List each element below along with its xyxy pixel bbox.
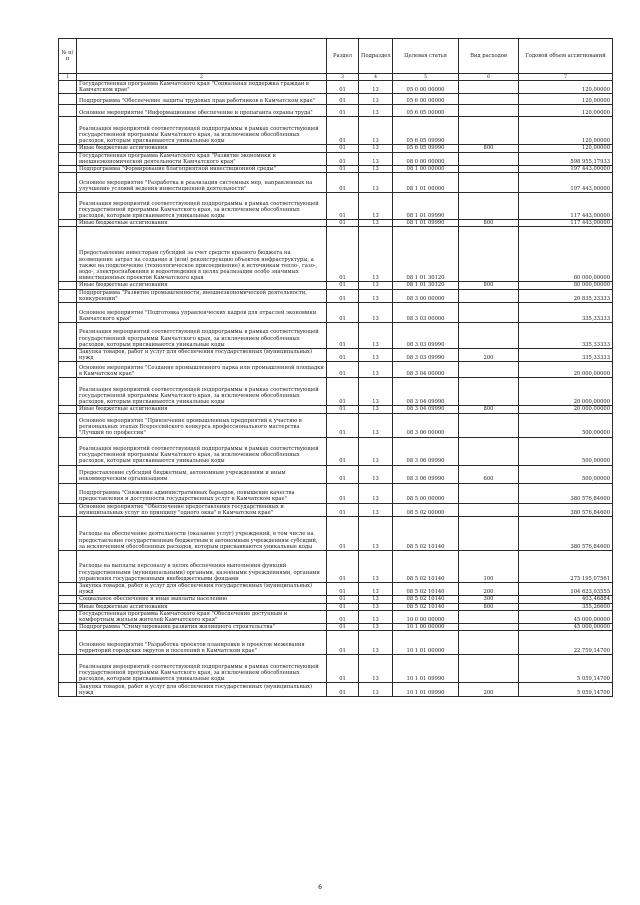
row-podrazdel-cell: 13	[359, 596, 393, 603]
row-razdel-cell: 01	[327, 583, 359, 596]
row-sum-cell: 598 955,17933	[519, 152, 613, 165]
table-row	[59, 610, 613, 623]
row-cs-cell: 08 5 02 10140	[393, 603, 459, 610]
row-podrazdel-cell: 13	[359, 517, 393, 551]
row-vr-cell	[459, 631, 519, 655]
row-razdel-cell: 01	[327, 220, 359, 227]
row-vr-cell: 200	[459, 683, 519, 697]
table-row	[59, 227, 613, 282]
row-sum-cell: 197 443,00000	[519, 173, 613, 193]
row-razdel-cell: 01	[327, 81, 359, 94]
row-vr-cell: 800	[459, 220, 519, 227]
row-sum-cell: 500,00000	[519, 437, 613, 465]
row-number-cell	[59, 166, 77, 173]
row-cs-cell: 08 5 02 10140	[393, 596, 459, 603]
row-number-cell	[59, 683, 77, 697]
row-vr-cell	[459, 655, 519, 683]
row-cs-cell: 08 3 04 09990	[393, 378, 459, 406]
row-vr-cell	[459, 413, 519, 437]
row-podrazdel-cell: 13	[359, 683, 393, 697]
row-razdel-cell: 01	[327, 683, 359, 697]
row-number-cell	[59, 220, 77, 227]
row-sum-cell: 120,00000	[519, 94, 613, 105]
table-row	[59, 413, 613, 437]
table-row	[59, 631, 613, 655]
row-vr-cell	[459, 81, 519, 94]
row-sum-cell: 20 835,33333	[519, 289, 613, 302]
row-vr-cell	[459, 378, 519, 406]
row-number-cell	[59, 631, 77, 655]
row-number-cell	[59, 517, 77, 551]
table-row	[59, 166, 613, 173]
row-podrazdel-cell: 13	[359, 145, 393, 152]
row-razdel-cell: 01	[327, 94, 359, 105]
row-sum-cell: 120,00000	[519, 117, 613, 145]
header-name	[77, 39, 327, 74]
row-name-cell: Предоставление инвесторам субсидий за счет средств краевого бюджета на возмещение затрат на создание и (или) реконструкцию объектов инфраструктуры, а также на подключение (технологическое присоединение) к источникам тепло-, газо-, водо-, электроснабжения и водоотведения в целях реализации особо значимых инвестиционных проектов Камчатского края	[77, 227, 327, 282]
row-podrazdel-cell: 13	[359, 624, 393, 631]
table-row	[59, 173, 613, 193]
row-vr-cell	[459, 289, 519, 302]
row-sum-cell: 20 000,00000	[519, 362, 613, 378]
row-razdel-cell: 01	[327, 413, 359, 437]
row-name-cell: Подпрограмма "Формирование благоприятной инвестиционной среды"	[77, 166, 327, 173]
row-razdel-cell: 01	[327, 349, 359, 362]
row-number-cell	[59, 465, 77, 483]
table-row	[59, 483, 613, 503]
row-podrazdel-cell: 13	[359, 465, 393, 483]
row-podrazdel-cell: 13	[359, 289, 393, 302]
table-row	[59, 220, 613, 227]
colnum-4: 4	[359, 74, 393, 81]
header-cs: Целевая статья	[393, 39, 459, 74]
row-sum-cell: 380 576,84600	[519, 517, 613, 551]
table-header-row	[59, 39, 613, 74]
row-vr-cell: 800	[459, 406, 519, 413]
row-cs-cell: 10 0 00 00000	[393, 610, 459, 623]
row-number-cell	[59, 323, 77, 349]
row-vr-cell: 100	[459, 551, 519, 583]
row-sum-cell: 335,33333	[519, 323, 613, 349]
row-cs-cell: 08 0 00 00000	[393, 152, 459, 165]
row-number-cell	[59, 583, 77, 596]
row-cs-cell: 08 3 03 09990	[393, 349, 459, 362]
row-number-cell	[59, 437, 77, 465]
row-cs-cell: 08 3 06 09990	[393, 465, 459, 483]
row-razdel-cell: 01	[327, 406, 359, 413]
table-row	[59, 437, 613, 465]
row-podrazdel-cell: 13	[359, 152, 393, 165]
row-cs-cell: 05 6 05 09990	[393, 145, 459, 152]
row-name-cell: Иные бюджетные ассигнования	[77, 220, 327, 227]
row-name-cell: Государственная программа Камчатского края "Социальная поддержка граждан в Камчатском крае"	[77, 81, 327, 94]
table-row	[59, 349, 613, 362]
row-podrazdel-cell: 13	[359, 551, 393, 583]
table-row	[59, 378, 613, 406]
row-name-cell: Предоставление субсидий бюджетным, автономным учреждениям и иным некоммерческим организациям	[77, 465, 327, 483]
row-podrazdel-cell: 13	[359, 166, 393, 173]
row-sum-cell: 117 443,00000	[519, 193, 613, 220]
row-number-cell	[59, 483, 77, 503]
row-razdel-cell: 01	[327, 655, 359, 683]
row-sum-cell: 45 000,00000	[519, 610, 613, 623]
row-name-cell: Основное мероприятие "Разработка проектов планировки и проектов межевания территорий городских округов и поселений в Камчатском крае"	[77, 631, 327, 655]
row-name-cell: Основное мероприятие "Информационное обеспечение и пропаганта охраны труда"	[77, 105, 327, 117]
row-vr-cell	[459, 227, 519, 282]
row-cs-cell: 10 1 00 00000	[393, 624, 459, 631]
row-cs-cell: 08 1 01 30120	[393, 227, 459, 282]
row-podrazdel-cell: 13	[359, 413, 393, 437]
row-podrazdel-cell: 13	[359, 227, 393, 282]
table-row	[59, 683, 613, 697]
column-numbers-row	[59, 74, 613, 81]
row-razdel-cell: 01	[327, 105, 359, 117]
table-row	[59, 145, 613, 152]
row-sum-cell: 80 000,00000	[519, 227, 613, 282]
row-podrazdel-cell: 13	[359, 81, 393, 94]
row-number-cell	[59, 413, 77, 437]
row-cs-cell: 08 5 02 10140	[393, 551, 459, 583]
row-number-cell	[59, 362, 77, 378]
table-row	[59, 289, 613, 302]
table-row	[59, 193, 613, 220]
row-number-cell	[59, 378, 77, 406]
row-vr-cell: 800	[459, 145, 519, 152]
row-podrazdel-cell: 13	[359, 173, 393, 193]
table-row	[59, 406, 613, 413]
row-number-cell	[59, 193, 77, 220]
row-name-cell: Реализация мероприятий соответствующей подпрограммы в рамках соответствующей государственной программы Камчатского края, за исключением обособленных расходов, которым присваиваются уникальные коды	[77, 193, 327, 220]
table-row	[59, 603, 613, 610]
table-row	[59, 465, 613, 483]
row-cs-cell: 08 3 00 00000	[393, 289, 459, 302]
row-vr-cell: 200	[459, 349, 519, 362]
row-name-cell: Реализация мероприятий соответствующей подпрограммы в рамках соответствующей государственной программы Камчатского края, за исключением обособленных расходов, которым присваиваются уникальные коды	[77, 117, 327, 145]
row-vr-cell	[459, 362, 519, 378]
row-cs-cell: 08 1 00 00000	[393, 166, 459, 173]
colnum-6: 6	[459, 74, 519, 81]
row-number-cell	[59, 551, 77, 583]
row-cs-cell: 08 5 02 10140	[393, 583, 459, 596]
row-razdel-cell: 01	[327, 227, 359, 282]
row-sum-cell: 117 443,00000	[519, 220, 613, 227]
row-number-cell	[59, 94, 77, 105]
row-podrazdel-cell: 13	[359, 105, 393, 117]
row-vr-cell	[459, 193, 519, 220]
row-number-cell	[59, 81, 77, 94]
row-vr-cell	[459, 303, 519, 323]
row-podrazdel-cell: 13	[359, 282, 393, 289]
row-sum-cell: 380 576,84600	[519, 483, 613, 503]
colnum-5: 5	[393, 74, 459, 81]
row-cs-cell: 05 6 05 00000	[393, 105, 459, 117]
row-podrazdel-cell: 13	[359, 94, 393, 105]
row-cs-cell: 08 3 06 09990	[393, 437, 459, 465]
row-sum-cell: 20 000,00000	[519, 406, 613, 413]
row-podrazdel-cell: 13	[359, 503, 393, 516]
row-name-cell: Реализация мероприятий соответствующей подпрограммы в рамках соответствующей государственной программы Камчатского края, за исключением обособленных расходов, которым присваиваются уникальные коды	[77, 378, 327, 406]
colnum-2: 2	[77, 74, 327, 81]
table-row	[59, 323, 613, 349]
row-sum-cell: 20 000,00000	[519, 378, 613, 406]
row-name-cell: Закупка товаров, работ и услуг для обеспечения государственных (муниципальных) нужд	[77, 683, 327, 697]
row-sum-cell: 45 000,00000	[519, 624, 613, 631]
row-sum-cell: 335,33333	[519, 349, 613, 362]
row-vr-cell	[459, 105, 519, 117]
row-sum-cell: 380 576,84600	[519, 503, 613, 516]
colnum-3: 3	[327, 74, 359, 81]
row-podrazdel-cell: 13	[359, 362, 393, 378]
row-name-cell: Подпрограмма "Снижение административных барьеров, повышение качества предоставления и доступности государственных услуг в Камчатском крае"	[77, 483, 327, 503]
colnum-7: 7	[519, 74, 613, 81]
row-cs-cell: 05 6 05 09990	[393, 117, 459, 145]
row-cs-cell: 10 1 01 09990	[393, 683, 459, 697]
row-name-cell: Иные бюджетные ассигнования	[77, 145, 327, 152]
row-razdel-cell: 01	[327, 166, 359, 173]
row-sum-cell: 104 623,03555	[519, 583, 613, 596]
row-cs-cell: 10 1 01 00000	[393, 631, 459, 655]
row-number-cell	[59, 503, 77, 516]
row-razdel-cell: 01	[327, 289, 359, 302]
header-vr: Вид расходов	[459, 39, 519, 74]
row-number-cell	[59, 610, 77, 623]
row-sum-cell: 5 059,14700	[519, 683, 613, 697]
row-razdel-cell: 01	[327, 193, 359, 220]
row-vr-cell: 600	[459, 465, 519, 483]
row-razdel-cell: 01	[327, 624, 359, 631]
row-name-cell: Иные бюджетные ассигнования	[77, 603, 327, 610]
row-cs-cell: 08 1 01 09990	[393, 220, 459, 227]
row-cs-cell: 08 5 00 00000	[393, 483, 459, 503]
row-podrazdel-cell: 13	[359, 378, 393, 406]
row-cs-cell: 08 3 03 09990	[393, 323, 459, 349]
row-name-cell: Закупка товаров, работ и услуг для обеспечения государственных (муниципальных) нужд	[77, 583, 327, 596]
row-podrazdel-cell: 13	[359, 483, 393, 503]
row-cs-cell: 08 5 02 00000	[393, 503, 459, 516]
header-razdel: Раздел	[327, 39, 359, 74]
row-sum-cell: 120,00000	[519, 81, 613, 94]
row-name-cell: Иные бюджетные ассигнования	[77, 282, 327, 289]
page-number: 6	[318, 884, 322, 891]
row-podrazdel-cell: 13	[359, 583, 393, 596]
row-cs-cell: 08 5 02 10140	[393, 517, 459, 551]
row-razdel-cell: 01	[327, 152, 359, 165]
row-sum-cell: 80 000,00000	[519, 282, 613, 289]
table-row	[59, 282, 613, 289]
row-cs-cell: 05 0 00 00000	[393, 81, 459, 94]
header-num: № п/п	[59, 39, 77, 74]
row-cs-cell: 08 1 01 30120	[393, 282, 459, 289]
row-podrazdel-cell: 13	[359, 437, 393, 465]
row-razdel-cell: 01	[327, 362, 359, 378]
row-name-cell: Основное мероприятие "Создание промышленного парка или промышленной площадки в Камчатском крае"	[77, 362, 327, 378]
table-row	[59, 152, 613, 165]
table-row	[59, 503, 613, 516]
row-name-cell: Реализация мероприятий соответствующей подпрограммы в рамках соответствующей государственной программы Камчатского края, за исключением обособленных расходов, которым присваиваются уникальные коды	[77, 437, 327, 465]
row-razdel-cell: 01	[327, 323, 359, 349]
row-sum-cell: 22 759,14700	[519, 631, 613, 655]
budget-table	[58, 38, 613, 697]
row-vr-cell	[459, 610, 519, 623]
row-number-cell	[59, 624, 77, 631]
header-podrazdel: Подраздел	[359, 39, 393, 74]
row-vr-cell	[459, 437, 519, 465]
row-name-cell: Подпрограмма "Стимулирование развития жилищного строительства"	[77, 624, 327, 631]
row-name-cell: Основное мероприятие "Разработка и реализация системных мер, направленных на улучшение условий ведения инвестиционной деятельности"	[77, 173, 327, 193]
row-name-cell: Реализация мероприятий соответствующей подпрограммы в рамках соответствующей государственной программы Камчатского края, за исключением обособленных расходов, которым присваиваются уникальные коды	[77, 655, 327, 683]
row-sum-cell: 120,00000	[519, 105, 613, 117]
row-number-cell	[59, 655, 77, 683]
row-vr-cell: 300	[459, 596, 519, 603]
row-razdel-cell: 01	[327, 282, 359, 289]
row-razdel-cell: 01	[327, 378, 359, 406]
row-sum-cell: 500,00000	[519, 413, 613, 437]
row-cs-cell: 08 3 03 00000	[393, 303, 459, 323]
table-row	[59, 583, 613, 596]
row-razdel-cell: 01	[327, 173, 359, 193]
row-cs-cell: 08 3 04 00000	[393, 362, 459, 378]
row-podrazdel-cell: 13	[359, 323, 393, 349]
row-razdel-cell: 01	[327, 303, 359, 323]
row-number-cell	[59, 145, 77, 152]
row-razdel-cell: 01	[327, 117, 359, 145]
row-number-cell	[59, 603, 77, 610]
row-vr-cell	[459, 517, 519, 551]
table-row	[59, 624, 613, 631]
table-row	[59, 117, 613, 145]
row-vr-cell: 200	[459, 583, 519, 596]
row-name-cell: Подпрограмма "Обеспечение защиты трудовых прав работников в Камчатском крае"	[77, 94, 327, 105]
row-cs-cell: 10 1 01 09990	[393, 655, 459, 683]
row-name-cell: Расходы на выплаты персоналу в целях обеспечения выполнения функций государственными (муниципальными) органами, казенными учреждениями, органами управления государственными внебюджетными фондами	[77, 551, 327, 583]
row-vr-cell	[459, 117, 519, 145]
row-podrazdel-cell: 13	[359, 303, 393, 323]
row-number-cell	[59, 406, 77, 413]
row-razdel-cell: 01	[327, 596, 359, 603]
row-razdel-cell: 01	[327, 437, 359, 465]
row-cs-cell: 05 6 00 00000	[393, 94, 459, 105]
row-razdel-cell: 01	[327, 483, 359, 503]
row-sum-cell: 500,00000	[519, 465, 613, 483]
row-number-cell	[59, 282, 77, 289]
header-sum: Годовой объем ассигнований	[519, 39, 613, 74]
row-name-cell: Государственная программа Камчатского края "Обеспечение доступным и комфортным жильем жителей Камчатского края"	[77, 610, 327, 623]
row-podrazdel-cell: 13	[359, 655, 393, 683]
table-row	[59, 596, 613, 603]
row-number-cell	[59, 596, 77, 603]
row-razdel-cell: 01	[327, 145, 359, 152]
row-razdel-cell: 01	[327, 503, 359, 516]
row-number-cell	[59, 227, 77, 282]
row-number-cell	[59, 117, 77, 145]
row-name-cell: Закупка товаров, работ и услуг для обеспечения государственных (муниципальных) нужд	[77, 349, 327, 362]
table-body	[59, 81, 613, 697]
row-razdel-cell: 01	[327, 631, 359, 655]
table-row	[59, 362, 613, 378]
table-row	[59, 655, 613, 683]
row-razdel-cell: 01	[327, 465, 359, 483]
row-razdel-cell: 01	[327, 551, 359, 583]
row-podrazdel-cell: 13	[359, 117, 393, 145]
row-vr-cell	[459, 173, 519, 193]
colnum-1: 1	[59, 74, 77, 81]
row-cs-cell: 08 3 06 00000	[393, 413, 459, 437]
row-vr-cell: 800	[459, 603, 519, 610]
table-row	[59, 517, 613, 551]
row-vr-cell	[459, 166, 519, 173]
table-row	[59, 303, 613, 323]
row-number-cell	[59, 105, 77, 117]
row-name-cell: Расходы на обеспечение деятельности (оказание услуг) учреждений, в том числе на предоставление государственным бюджетным и автономным учреждениям субсидий, за исключением обособленных расходов, которым присваиваются уникальные коды	[77, 517, 327, 551]
row-number-cell	[59, 303, 77, 323]
row-name-cell: Государственная программа Камчатского края "Развитие экономики и внешнеэкономической деятельности Камчатского края"	[77, 152, 327, 165]
row-number-cell	[59, 349, 77, 362]
row-razdel-cell: 01	[327, 517, 359, 551]
row-razdel-cell: 01	[327, 603, 359, 610]
row-vr-cell	[459, 94, 519, 105]
row-name-cell: Основное мероприятие "Подготовка управленческих кадров для отраслей экономики Камчатского края"	[77, 303, 327, 323]
row-vr-cell	[459, 483, 519, 503]
row-podrazdel-cell: 13	[359, 193, 393, 220]
row-podrazdel-cell: 13	[359, 349, 393, 362]
row-name-cell: Реализация мероприятий соответствующей подпрограммы в рамках соответствующей государственной программы Камчатского края, за исключением обособленных расходов, которым присваиваются уникальные коды	[77, 323, 327, 349]
row-name-cell: Основное мероприятие "Привлечение промышленных предприятий к участию в региональных этапах Всероссийского конкурса профессионального мастерства "Лучший по профессии"	[77, 413, 327, 437]
row-vr-cell: 800	[459, 282, 519, 289]
row-sum-cell: 120,00000	[519, 145, 613, 152]
row-name-cell: Основное мероприятие "Обеспечение предоставления государственных и муниципальных услуг по принципу "одного окна" в Камчатском крае"	[77, 503, 327, 516]
row-cs-cell: 08 3 04 09990	[393, 406, 459, 413]
row-podrazdel-cell: 13	[359, 603, 393, 610]
table-row	[59, 94, 613, 105]
row-number-cell	[59, 152, 77, 165]
row-sum-cell: 355,26600	[519, 603, 613, 610]
row-name-cell: Подпрограмма "Развитие промышленности, внешнеэкономической деятельности, конкуренции"	[77, 289, 327, 302]
row-cs-cell: 08 1 01 00000	[393, 173, 459, 193]
row-vr-cell	[459, 624, 519, 631]
table-row	[59, 105, 613, 117]
row-number-cell	[59, 289, 77, 302]
row-vr-cell	[459, 152, 519, 165]
row-podrazdel-cell: 13	[359, 220, 393, 227]
row-sum-cell: 403,46884	[519, 596, 613, 603]
row-vr-cell	[459, 323, 519, 349]
row-sum-cell: 197 443,00000	[519, 166, 613, 173]
table-row	[59, 81, 613, 94]
row-sum-cell: 5 059,14700	[519, 655, 613, 683]
row-sum-cell: 275 195,07561	[519, 551, 613, 583]
row-razdel-cell: 01	[327, 610, 359, 623]
row-podrazdel-cell: 13	[359, 406, 393, 413]
table-row	[59, 551, 613, 583]
row-vr-cell	[459, 503, 519, 516]
row-podrazdel-cell: 13	[359, 610, 393, 623]
row-number-cell	[59, 173, 77, 193]
row-sum-cell: 335,33333	[519, 303, 613, 323]
row-podrazdel-cell: 13	[359, 631, 393, 655]
row-name-cell: Иные бюджетные ассигнования	[77, 406, 327, 413]
row-cs-cell: 08 1 01 09990	[393, 193, 459, 220]
row-name-cell: Социальное обеспечение и иные выплаты населению	[77, 596, 327, 603]
